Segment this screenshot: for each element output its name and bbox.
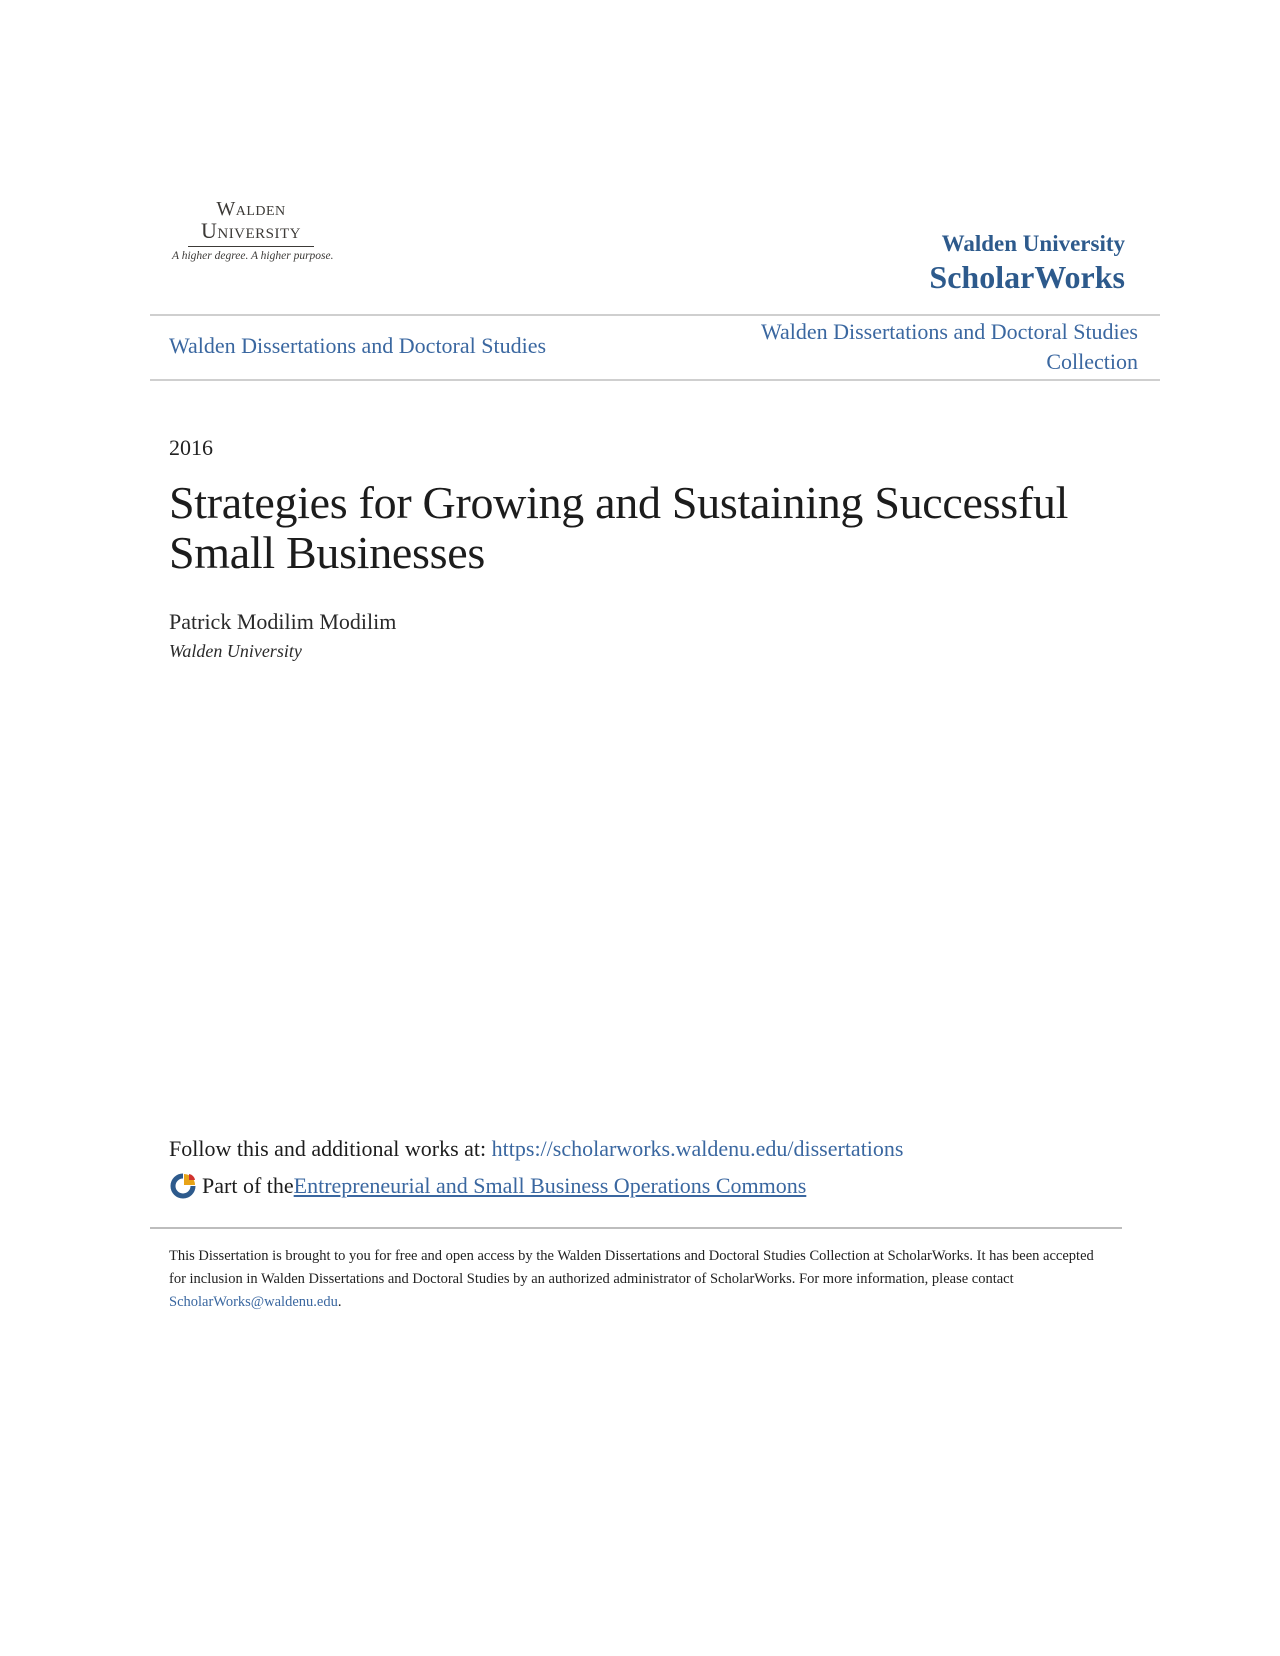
header-divider-bottom <box>150 379 1160 381</box>
publication-year: 2016 <box>169 435 213 460</box>
notice-text: This Dissertation is brought to you for free and open access by the Walden Dissertations and Doctoral Studies Collection at ScholarWorks. It has been accepted for inclusion in Walden Dissertations and Doctoral Studies by an authorized administrator of ScholarWorks. For more information, please contact <box>169 1248 1094 1287</box>
commons-link[interactable]: Entrepreneurial and Small Business Operations Commons <box>293 1173 807 1198</box>
logo-line-walden: Walden <box>216 198 286 220</box>
author-affiliation: Walden University <box>169 641 302 661</box>
brand-scholarworks: ScholarWorks <box>929 259 1125 295</box>
brand-university-name: Walden University <box>941 231 1125 256</box>
document-title: Strategies for Growing and Sustaining Successful Small Businesses <box>169 477 1069 578</box>
walden-university-logo[interactable] <box>166 178 336 278</box>
logo-line-university: University <box>200 218 302 243</box>
logo-divider <box>188 246 314 247</box>
dissertations-url-link[interactable]: https://scholarworks.waldenu.edu/dissertations <box>491 1136 904 1161</box>
part-of-prefix: Part of the <box>202 1173 294 1198</box>
footer-divider <box>150 1227 1122 1229</box>
access-notice <box>169 1245 1109 1314</box>
commons-network-icon <box>169 1172 197 1200</box>
logo-tagline: A higher degree. A higher purpose. <box>172 250 334 262</box>
part-of-line <box>169 1172 806 1200</box>
follow-line <box>169 1136 903 1162</box>
dissertations-collection-link[interactable]: Walden Dissertations and Doctoral Studies Collection <box>760 319 1138 374</box>
dissertations-link[interactable]: Walden Dissertations and Doctoral Studies <box>169 333 547 358</box>
contact-email-link[interactable]: ScholarWorks@waldenu.edu <box>169 1294 338 1310</box>
author-name: Patrick Modilim Modilim <box>169 609 397 634</box>
notice-suffix: . <box>337 1294 342 1310</box>
follow-prefix: Follow this and additional works at: <box>169 1136 492 1161</box>
scholarworks-brand[interactable] <box>929 230 1125 296</box>
header-divider-top <box>150 314 1160 316</box>
